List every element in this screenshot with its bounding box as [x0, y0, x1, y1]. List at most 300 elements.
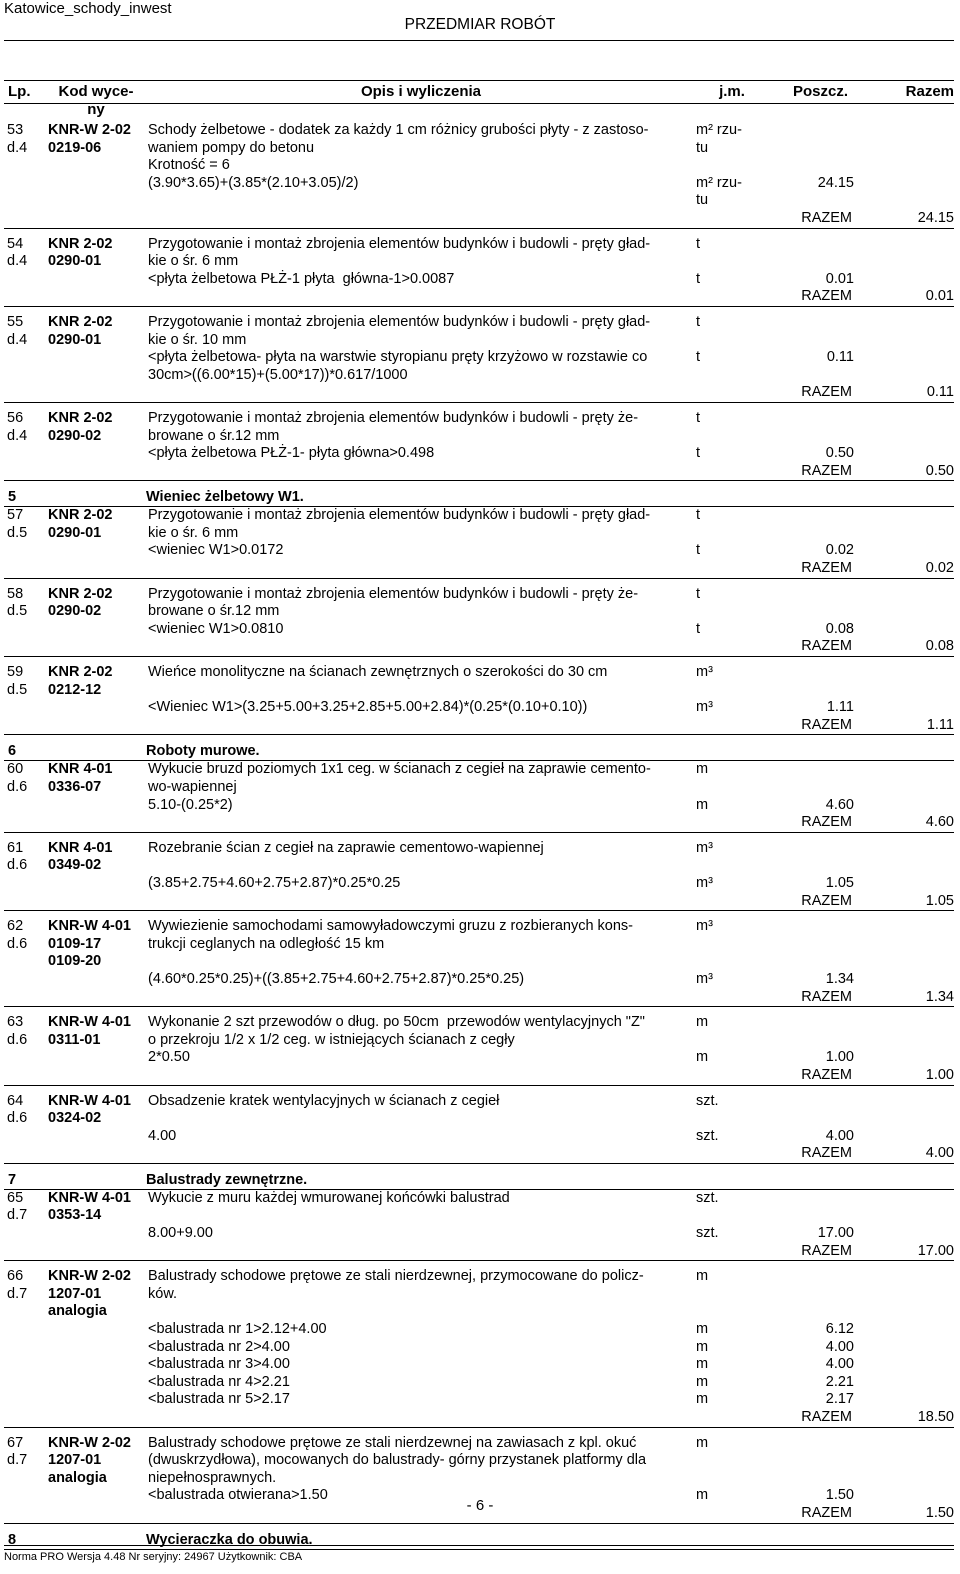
empty-cell: [4, 445, 46, 463]
section-heading: [4, 488, 954, 507]
item-unit: m³: [696, 874, 713, 891]
entry-line: [4, 699, 954, 717]
razem-value: 4.00: [925, 1145, 954, 1162]
item-partial-value: [768, 314, 856, 349]
item-unit: t: [696, 270, 701, 287]
razem-value: 0.01: [925, 288, 954, 305]
entry-line: [4, 1190, 954, 1225]
item-description: Przygotowanie i montaż zbrojenia elementów budynków i budowli - pręty że- browane o śr.12 mm: [148, 409, 639, 444]
entry-line: [4, 1093, 954, 1128]
row-gap: [4, 1007, 954, 1014]
razem-value: 0.11: [926, 384, 954, 401]
empty-cell: [4, 638, 746, 656]
item-unit: szt.: [696, 1225, 719, 1242]
item-partial-value: 24.15: [817, 174, 854, 191]
item-unit: m³: [696, 839, 713, 856]
item-code: KNR-W 4-01 0353-14: [48, 1189, 131, 1224]
item-description: <balustrada otwierana>1.50: [148, 1487, 328, 1504]
item-code: KNR 2-02 0290-01: [48, 235, 113, 270]
table-row: [4, 122, 954, 229]
item-description: (3.90*3.65)+(3.85*(2.10+3.05)/2): [148, 174, 359, 191]
item-description: <wieniec W1>0.0810: [148, 620, 284, 637]
empty-cell: [856, 1190, 954, 1225]
item-unit: m: [696, 1373, 709, 1390]
empty-cell: [4, 875, 46, 893]
item-partial-value: 2.21: [825, 1373, 854, 1390]
entry-line: [4, 175, 954, 210]
item-unit: [696, 157, 768, 175]
item-description: Schody żelbetowe - dodatek za każdy 1 cm różnicy grubości płyty - z zastoso- waniem pompy do betonu: [148, 122, 649, 156]
empty-cell: [856, 236, 954, 271]
empty-cell: [856, 1339, 954, 1357]
table-row: [4, 410, 954, 481]
empty-cell: [46, 1225, 146, 1243]
razem-line: [4, 1145, 954, 1163]
section-number: 7: [8, 1171, 17, 1188]
table-row: [4, 1093, 954, 1164]
section-number: 8: [8, 1531, 17, 1548]
item-unit: m² rzu- tu: [696, 174, 742, 209]
empty-cell: [4, 1339, 46, 1357]
empty-cell: [4, 542, 46, 560]
empty-cell: [46, 175, 146, 210]
empty-cell: [4, 699, 46, 717]
empty-cell: [856, 349, 954, 384]
item-description: Przygotowanie i montaż zbrojenia elementów budynków i budowli - pręty że- browane o śr.12 mm: [148, 585, 639, 620]
item-partial-value: [768, 236, 856, 271]
entry-line: [4, 1435, 954, 1488]
empty-cell: [856, 507, 954, 542]
row-gap: [4, 657, 954, 664]
header-divider: [4, 40, 954, 41]
table-row: [4, 586, 954, 657]
empty-cell: [4, 1321, 46, 1339]
empty-cell: [4, 797, 46, 815]
entry-line: [4, 1339, 954, 1357]
item-number: 65 d.7: [7, 1189, 28, 1224]
col-header-razem: Razem: [905, 83, 954, 100]
item-unit: t: [696, 507, 701, 524]
item-partial-value: [768, 664, 856, 699]
empty-cell: [4, 1145, 746, 1163]
empty-cell: [46, 1321, 146, 1339]
entry-line: [4, 410, 954, 445]
empty-cell: [856, 1225, 954, 1243]
empty-cell: [4, 1128, 46, 1146]
empty-cell: [856, 1374, 954, 1392]
empty-cell: [4, 1067, 746, 1085]
section-title: Balustrady zewnętrzne.: [146, 1171, 308, 1188]
entry-line: [4, 1321, 954, 1339]
item-unit: t: [696, 542, 701, 559]
razem-label: RAZEM: [801, 209, 852, 226]
razem-label: RAZEM: [801, 814, 852, 831]
entry-line: [4, 664, 954, 699]
item-code: KNR 2-02 0290-01: [48, 313, 113, 348]
item-code: KNR 2-02 0290-02: [48, 409, 113, 444]
razem-value: 0.02: [925, 560, 954, 577]
entry-line: [4, 445, 954, 463]
razem-line: [4, 1243, 954, 1261]
item-description: Balustrady schodowe prętowe ze stali nierdzewnej na zawiasach z kpl. okuć (dwuskrzydłowa), mocowanych do balustrady- górny przystanek platformy dla niepełnosprawnych.: [148, 1434, 647, 1486]
section-heading: [4, 742, 954, 761]
empty-cell: [856, 1128, 954, 1146]
empty-cell: [856, 542, 954, 560]
razem-label: RAZEM: [801, 716, 852, 733]
empty-cell: [856, 122, 954, 157]
section-title: Wieniec żelbetowy W1.: [146, 489, 304, 506]
razem-label: RAZEM: [801, 384, 852, 401]
item-unit: m: [696, 1321, 709, 1338]
item-partial-value: [768, 1190, 856, 1225]
empty-cell: [4, 717, 746, 735]
item-description: Wywiezienie samochodami samowyładowczymi gruzu z rozbieranych kons- trukcji ceglanych na odległość 15 km: [148, 918, 633, 952]
item-partial-value: 0.02: [825, 542, 854, 559]
empty-cell: [46, 271, 146, 289]
entry-line: [4, 875, 954, 893]
item-description: <płyta żelbetowa- płyta na warstwie styropianu pręty krzyżowo w rozstawie co 30cm>((6.00*15)+(5.00*17))*0.617/1000: [148, 349, 648, 383]
empty-cell: [4, 893, 746, 911]
entry-line: [4, 271, 954, 289]
entry-line: [4, 797, 954, 815]
empty-cell: [856, 175, 954, 210]
item-partial-value: 4.60: [825, 796, 854, 813]
item-description: (4.60*0.25*0.25)+((3.85+2.75+4.60+2.75+2.87)*0.25*0.25): [148, 970, 525, 987]
razem-value: 1.50: [925, 1504, 954, 1521]
row-gap: [4, 1261, 954, 1268]
empty-cell: [4, 814, 746, 832]
entry-line: [4, 1391, 954, 1409]
entry-line: [4, 1049, 954, 1067]
section-heading: [4, 1531, 954, 1550]
section-number: 5: [8, 489, 17, 506]
empty-cell: [4, 1356, 46, 1374]
item-partial-value: 4.00: [825, 1127, 854, 1144]
item-partial-value: 2.17: [825, 1391, 854, 1408]
entry-line: [4, 236, 954, 271]
empty-cell: [856, 1391, 954, 1409]
item-description: Obsadzenie kratek wentylacyjnych w ścianach z cegieł: [148, 1092, 500, 1109]
item-unit: m³: [696, 699, 713, 716]
empty-cell: [856, 445, 954, 463]
empty-cell: [4, 1391, 46, 1409]
item-code: KNR-W 4-01 0109-17 0109-20: [48, 918, 131, 970]
razem-label: RAZEM: [801, 560, 852, 577]
row-gap: [4, 579, 954, 586]
item-partial-value: 4.00: [825, 1338, 854, 1355]
razem-line: [4, 560, 954, 578]
razem-value: 24.15: [917, 209, 954, 226]
row-gap: [4, 911, 954, 918]
razem-line: [4, 893, 954, 911]
item-number: 55 d.4: [7, 313, 28, 348]
empty-cell: [856, 1435, 954, 1488]
item-partial-value: [768, 157, 856, 175]
item-unit: m: [696, 1014, 709, 1031]
item-partial-value: [768, 586, 856, 621]
item-unit: m: [696, 761, 709, 778]
entry-line: [4, 1225, 954, 1243]
item-number: 61 d.6: [7, 839, 28, 874]
item-code: KNR 4-01 0349-02: [48, 839, 113, 874]
item-partial-value: 1.50: [825, 1487, 854, 1504]
item-partial-value: [768, 1435, 856, 1488]
razem-line: [4, 717, 954, 735]
item-number: 64 d.6: [7, 1092, 28, 1127]
item-unit: szt.: [696, 1189, 719, 1206]
razem-line: [4, 463, 954, 481]
table-row: [4, 236, 954, 307]
empty-cell: [856, 664, 954, 699]
empty-cell: [856, 586, 954, 621]
empty-cell: [4, 1409, 746, 1427]
razem-value: 1.11: [926, 716, 954, 733]
section-title: Wycieraczka do obuwia.: [146, 1531, 313, 1548]
empty-cell: [46, 699, 146, 717]
entry-line: [4, 1128, 954, 1146]
empty-cell: [46, 621, 146, 639]
empty-cell: [46, 797, 146, 815]
item-partial-value: [768, 507, 856, 542]
table-row: [4, 1268, 954, 1427]
table-body: [4, 122, 954, 1550]
item-partial-value: 0.50: [825, 445, 854, 462]
item-description: 4.00: [148, 1127, 177, 1144]
entry-line: [4, 761, 954, 796]
item-number: 56 d.4: [7, 409, 28, 444]
razem-label: RAZEM: [801, 988, 852, 1005]
section-title: Roboty murowe.: [146, 743, 260, 760]
row-gap: [4, 229, 954, 236]
item-unit: m: [696, 1391, 709, 1408]
item-description: (3.85+2.75+4.60+2.75+2.87)*0.25*0.25: [148, 874, 401, 891]
item-partial-value: 0.08: [825, 620, 854, 637]
razem-line: [4, 814, 954, 832]
item-partial-value: [768, 761, 856, 796]
item-unit: m³: [696, 664, 713, 681]
table-row: [4, 314, 954, 403]
col-header-lp: Lp.: [8, 83, 31, 100]
item-description: <wieniec W1>0.0172: [148, 542, 284, 559]
razem-label: RAZEM: [801, 462, 852, 479]
item-description: Krotność = 6: [148, 157, 230, 174]
item-code: KNR-W 2-02 1207-01 analogia: [48, 1434, 131, 1486]
entry-line: [4, 1014, 954, 1049]
table-row: [4, 507, 954, 578]
item-number: 53 d.4: [7, 122, 28, 156]
item-unit: t: [696, 585, 701, 602]
row-gap: [4, 1524, 954, 1531]
empty-cell: [46, 1339, 146, 1357]
item-description: <balustrada nr 3>4.00: [148, 1356, 290, 1373]
item-number: 54 d.4: [7, 235, 28, 270]
table-row: [4, 840, 954, 911]
empty-cell: [856, 797, 954, 815]
item-description: <płyta żelbetowa PŁŻ-1 płyta główna-1>0.0087: [148, 270, 455, 287]
item-unit: szt.: [696, 1092, 719, 1109]
empty-cell: [856, 699, 954, 717]
empty-cell: [4, 349, 46, 384]
item-partial-value: 1.05: [825, 874, 854, 891]
row-gap: [4, 403, 954, 410]
empty-cell: [856, 840, 954, 875]
empty-cell: [856, 875, 954, 893]
item-description: Balustrady schodowe prętowe ze stali nierdzewnej, przymocowane do policz- ków.: [148, 1268, 644, 1302]
item-partial-value: 0.11: [826, 349, 854, 366]
item-unit: m³: [696, 918, 713, 935]
entry-line: [4, 349, 954, 384]
empty-cell: [856, 410, 954, 445]
item-partial-value: 17.00: [817, 1225, 854, 1242]
item-code: KNR 2-02 0290-02: [48, 585, 113, 620]
razem-value: 17.00: [917, 1242, 954, 1259]
razem-line: [4, 1409, 954, 1427]
entry-line: [4, 1356, 954, 1374]
cost-estimate-table: [4, 80, 954, 1550]
entry-line: [4, 507, 954, 542]
empty-cell: [46, 445, 146, 463]
item-partial-value: 0.01: [825, 270, 854, 287]
item-number: 66 d.7: [7, 1268, 28, 1302]
table-row: [4, 918, 954, 1007]
entry-line: [4, 586, 954, 621]
item-number: 59 d.5: [7, 664, 28, 698]
empty-cell: [856, 314, 954, 349]
empty-cell: [856, 157, 954, 175]
table-row: [4, 761, 954, 832]
row-gap: [4, 735, 954, 742]
item-description: <balustrada nr 5>2.17: [148, 1391, 290, 1408]
entry-line: [4, 621, 954, 639]
item-description: <balustrada nr 4>2.21: [148, 1373, 290, 1390]
entry-line: [4, 1374, 954, 1392]
item-partial-value: [768, 122, 856, 157]
empty-cell: [4, 971, 46, 989]
item-code: KNR-W 2-02 1207-01 analogia: [48, 1268, 131, 1320]
entry-line: [4, 971, 954, 989]
razem-line: [4, 1067, 954, 1085]
razem-label: RAZEM: [801, 638, 852, 655]
item-code: KNR-W 4-01 0324-02: [48, 1092, 131, 1127]
item-number: 63 d.6: [7, 1014, 28, 1048]
table-row: [4, 1014, 954, 1085]
razem-label: RAZEM: [801, 288, 852, 305]
razem-value: 18.50: [917, 1409, 954, 1425]
item-description: Rozebranie ścian z cegieł na zaprawie cementowo-wapiennej: [148, 839, 544, 856]
empty-cell: [4, 175, 46, 210]
empty-cell: [856, 761, 954, 796]
razem-line: [4, 210, 954, 228]
empty-cell: [46, 1128, 146, 1146]
item-partial-value: 4.00: [825, 1356, 854, 1373]
item-partial-value: [768, 1093, 856, 1128]
col-header-poszcz: Poszcz.: [792, 83, 848, 100]
empty-cell: [856, 1093, 954, 1128]
empty-cell: [46, 349, 146, 384]
item-number: 57 d.5: [7, 507, 28, 541]
item-partial-value: [768, 410, 856, 445]
row-gap: [4, 833, 954, 840]
item-description: Przygotowanie i montaż zbrojenia elementów budynków i budowli - pręty gład- kie o śr. 6 mm: [148, 235, 651, 270]
item-unit: t: [696, 313, 701, 330]
item-description: 2*0.50: [148, 1049, 190, 1066]
item-description: 5.10-(0.25*2): [148, 796, 233, 813]
razem-value: 1.05: [925, 892, 954, 909]
item-description: Przygotowanie i montaż zbrojenia elementów budynków i budowli - pręty gład- kie o śr. 6 mm: [148, 507, 651, 541]
item-unit: t: [696, 620, 701, 637]
item-description: <balustrada nr 2>4.00: [148, 1338, 290, 1355]
item-description: Wieńce monolityczne na ścianach zewnętrznych o szerokości do 30 cm: [148, 664, 608, 681]
section-heading: [4, 1171, 954, 1190]
empty-cell: [4, 1374, 46, 1392]
item-partial-value: 1.00: [825, 1049, 854, 1066]
empty-cell: [46, 1374, 146, 1392]
razem-line: [4, 638, 954, 656]
razem-label: RAZEM: [801, 1242, 852, 1259]
footer-divider: [4, 1545, 954, 1546]
item-unit: m: [696, 1434, 709, 1451]
empty-cell: [4, 210, 746, 228]
software-info: Norma PRO Wersja 4.48 Nr seryjny: 24967 Użytkownik: CBA: [4, 1551, 303, 1563]
empty-cell: [4, 288, 746, 306]
empty-cell: [856, 971, 954, 989]
item-partial-value: 6.12: [825, 1321, 854, 1338]
item-description: 8.00+9.00: [148, 1225, 213, 1242]
empty-cell: [46, 542, 146, 560]
row-gap: [4, 307, 954, 314]
empty-cell: [4, 989, 746, 1007]
item-unit: m: [696, 1268, 709, 1285]
row-gap: [4, 1086, 954, 1093]
item-partial-value: [768, 918, 856, 971]
empty-cell: [46, 157, 146, 175]
empty-cell: [856, 1014, 954, 1049]
razem-label: RAZEM: [801, 1066, 852, 1083]
razem-line: [4, 989, 954, 1007]
item-unit: m: [696, 1049, 709, 1066]
item-code: KNR 4-01 0336-07: [48, 761, 113, 795]
empty-cell: [4, 1049, 46, 1067]
razem-label: RAZEM: [801, 1409, 852, 1425]
item-unit: m³: [696, 970, 713, 987]
empty-cell: [46, 1049, 146, 1067]
col-header-opis: Opis i wyliczenia: [360, 83, 482, 100]
item-description: Przygotowanie i montaż zbrojenia elementów budynków i budowli - pręty gład- kie o śr. 10 mm: [148, 313, 651, 348]
empty-cell: [856, 918, 954, 971]
item-description: Wykonanie 2 szt przewodów o dług. po 50cm przewodów wentylacyjnych "Z" o przekroju 1/2 x 1/2 ceg. w istniejących ścianach z cegły: [148, 1014, 645, 1048]
entry-line: [4, 840, 954, 875]
item-unit: szt.: [696, 1127, 719, 1144]
item-unit: m: [696, 1356, 709, 1373]
item-code: KNR 2-02 0212-12: [48, 664, 113, 698]
empty-cell: [856, 621, 954, 639]
razem-value: 4.60: [925, 814, 954, 831]
item-unit: t: [696, 445, 701, 462]
empty-cell: [46, 1356, 146, 1374]
empty-cell: [4, 271, 46, 289]
razem-label: RAZEM: [801, 1145, 852, 1162]
razem-value: 1.34: [925, 988, 954, 1005]
entry-line: [4, 157, 954, 175]
page-number: - 6 -: [466, 1497, 494, 1514]
item-unit: m² rzu- tu: [696, 122, 742, 156]
empty-cell: [4, 560, 746, 578]
item-partial-value: [768, 840, 856, 875]
item-unit: m: [696, 1338, 709, 1355]
item-partial-value: 1.34: [825, 970, 854, 987]
entry-line: [4, 542, 954, 560]
item-description: Wykucie bruzd poziomych 1x1 ceg. w ścianach z cegieł na zaprawie cemento- wo-wapiennej: [148, 761, 651, 795]
